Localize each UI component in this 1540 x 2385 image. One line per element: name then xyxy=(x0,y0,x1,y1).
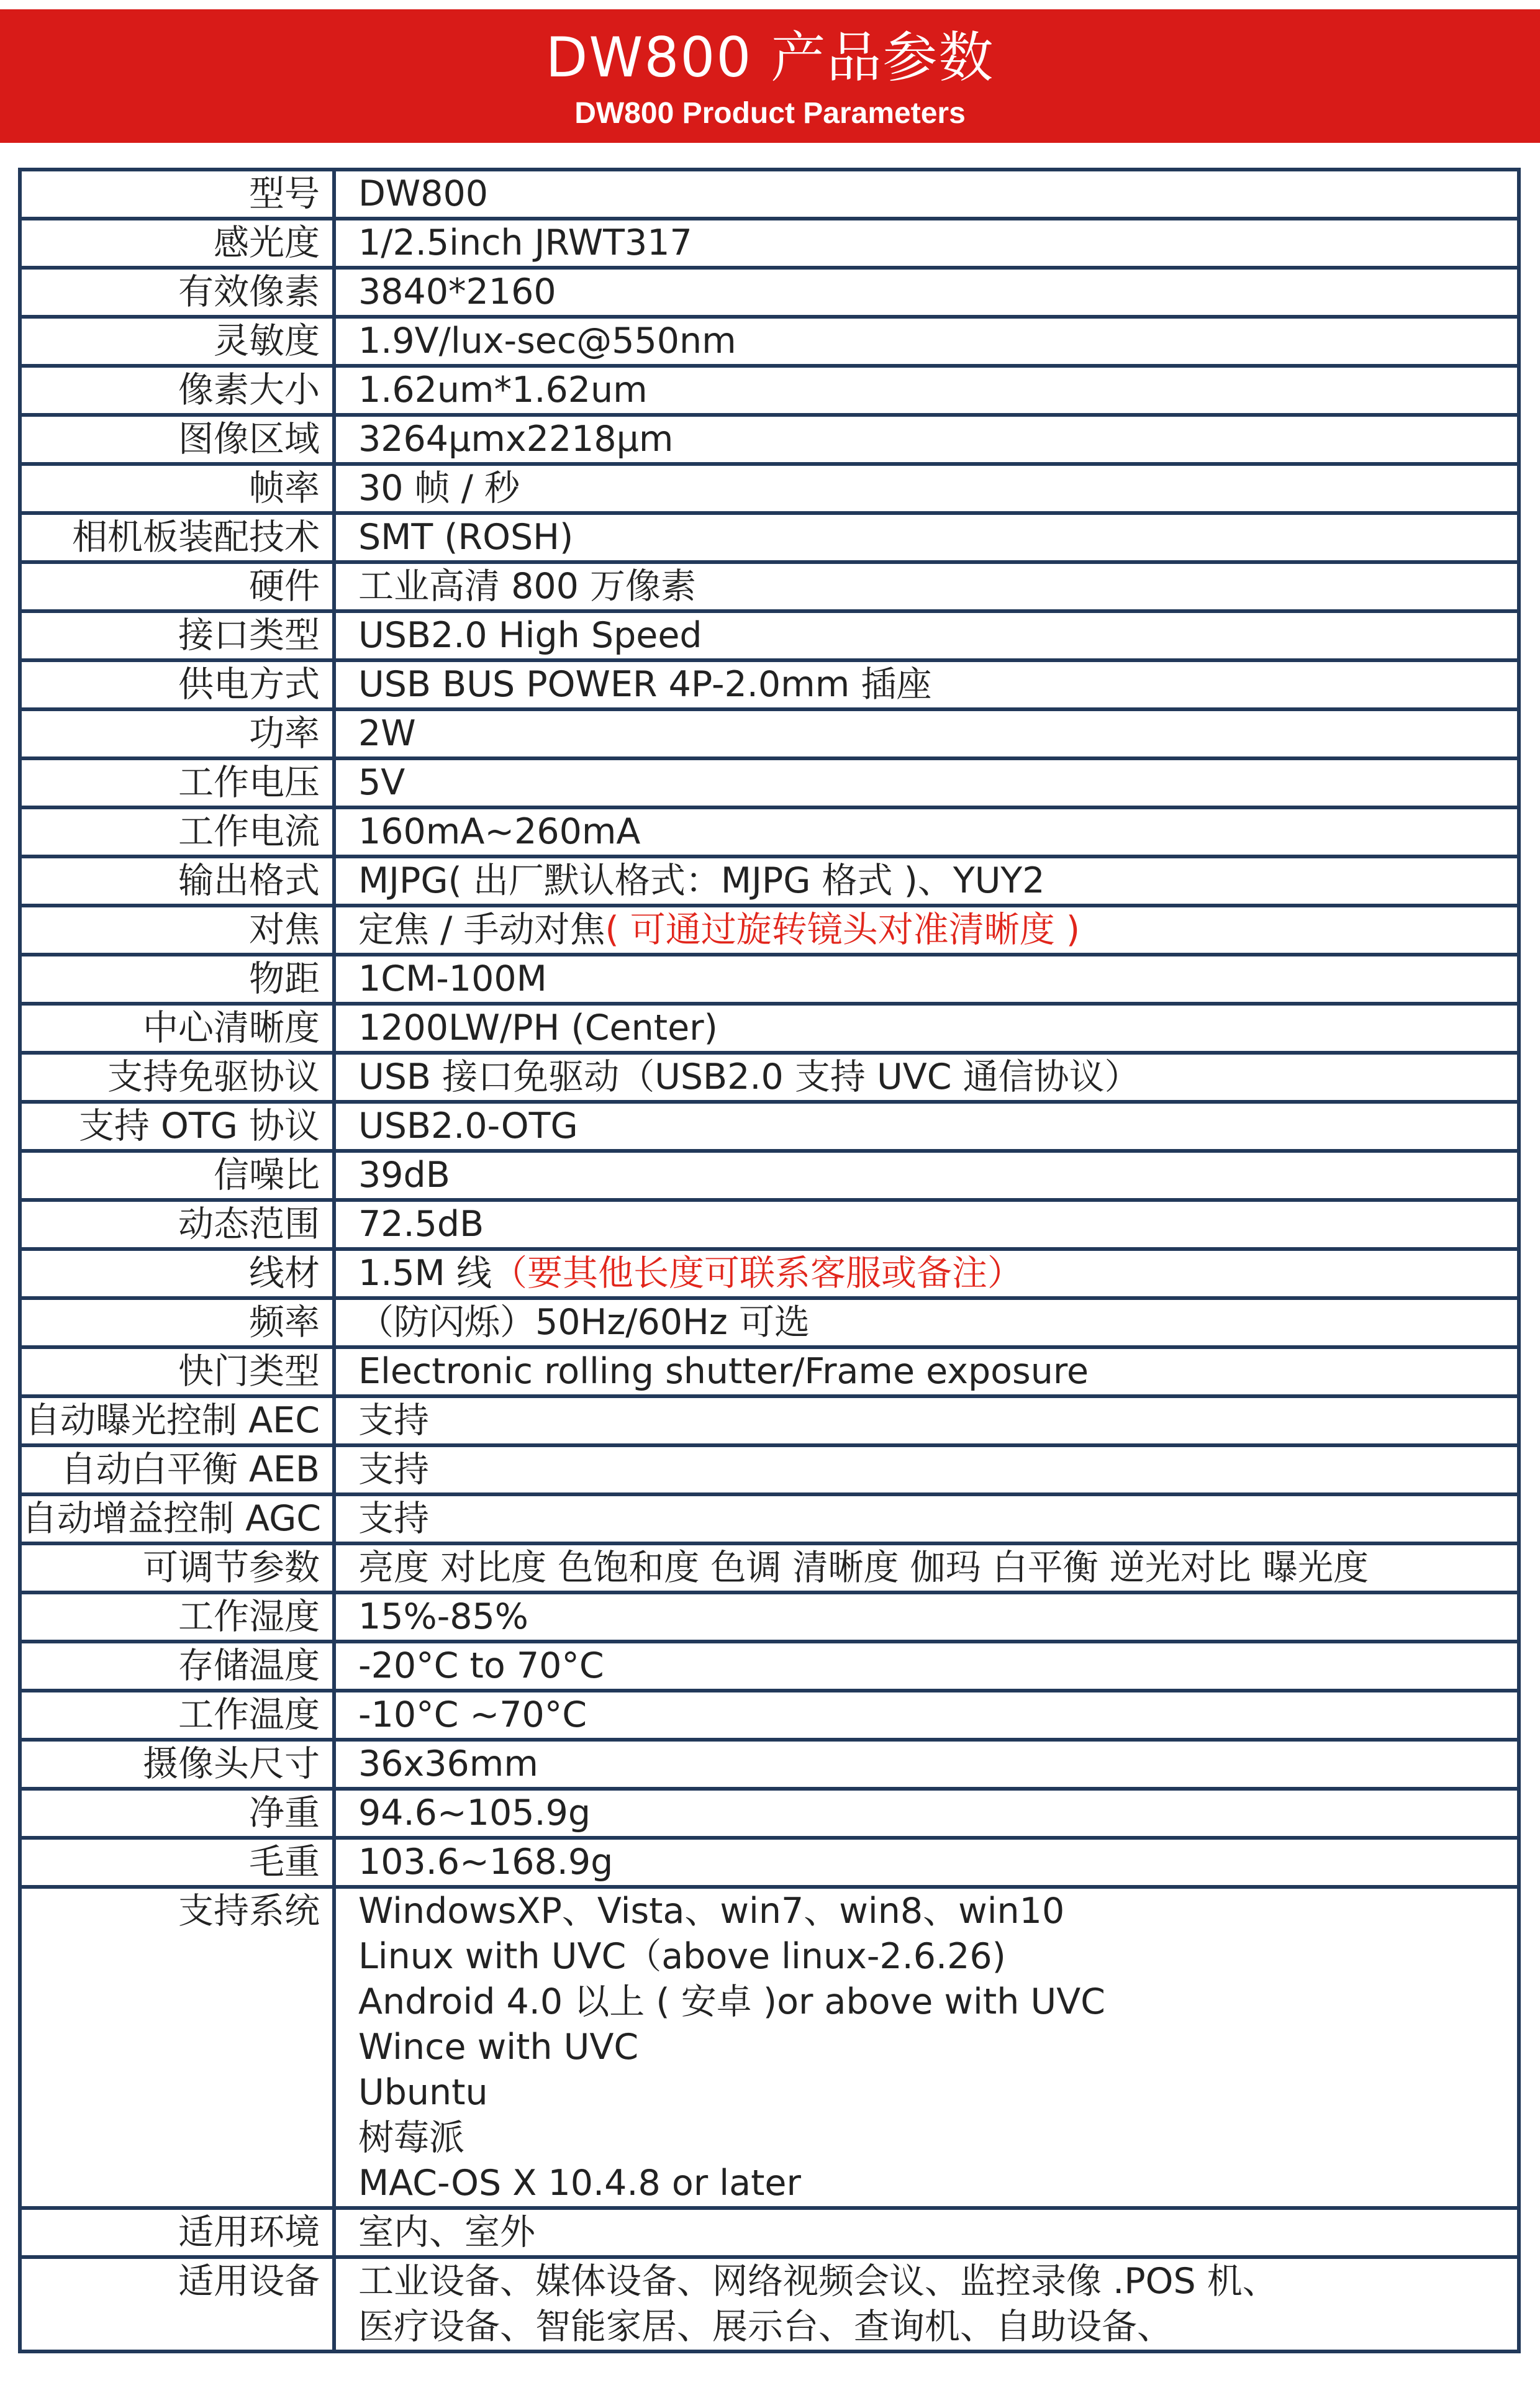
spec-value: 室内、室外 xyxy=(358,2212,535,2253)
spec-value: 39dB xyxy=(358,1155,450,1196)
page-subtitle: DW800 Product Parameters xyxy=(574,97,966,130)
spec-value-line: 医疗设备、智能家居、展示台、查询机、自助设备、 xyxy=(358,2306,1172,2347)
spec-value: 3264µmx2218µm xyxy=(358,419,674,460)
spec-value-cell xyxy=(334,660,1519,709)
spec-label: 支持免驱协议 xyxy=(20,1053,334,1102)
spec-label: 摄像头尺寸 xyxy=(20,1740,334,1789)
spec-row xyxy=(20,2208,1519,2257)
spec-label: 型号 xyxy=(20,170,334,219)
spec-table xyxy=(18,168,1521,2353)
spec-value-line: Ubuntu xyxy=(358,2072,488,2113)
spec-value-cell xyxy=(334,317,1519,366)
spec-value-cell xyxy=(334,611,1519,660)
spec-value: 5V xyxy=(358,762,405,803)
spec-value: 定焦 / 手动对焦 xyxy=(358,909,605,950)
spec-label: 接口类型 xyxy=(20,611,334,660)
spec-value: USB2.0 High Speed xyxy=(358,615,702,656)
spec-row xyxy=(20,1249,1519,1298)
spec-label: 支持系统 xyxy=(20,1887,334,2208)
spec-label: 感光度 xyxy=(20,219,334,268)
spec-label: 对焦 xyxy=(20,906,334,955)
spec-value: USB 接口免驱动（USB2.0 支持 UVC 通信协议） xyxy=(358,1056,1140,1097)
spec-note: （要其他长度可联系客服或备注） xyxy=(491,1253,1023,1294)
spec-label: 适用环境 xyxy=(20,2208,334,2257)
spec-row xyxy=(20,415,1519,464)
spec-value: 支持 xyxy=(358,1400,429,1441)
spec-value: 支持 xyxy=(358,1498,429,1539)
spec-value-line: 工业设备、媒体设备、网络视频会议、监控录像 .POS 机、 xyxy=(358,2261,1278,2302)
spec-value: 15%-85% xyxy=(358,1596,528,1637)
spec-label: 快门类型 xyxy=(20,1347,334,1396)
spec-label: 功率 xyxy=(20,709,334,758)
spec-value: 3840*2160 xyxy=(358,271,556,312)
spec-value-line: Linux with UVC（above linux-2.6.26) xyxy=(358,1936,1006,1977)
spec-value-cell xyxy=(334,1102,1519,1151)
spec-value-cell xyxy=(334,1053,1519,1102)
spec-label: 支持 OTG 协议 xyxy=(20,1102,334,1151)
spec-label: 自动增益控制 AGC xyxy=(20,1494,334,1543)
page-title: DW800 产品参数 xyxy=(545,25,995,89)
spec-label: 像素大小 xyxy=(20,366,334,415)
spec-value-cell xyxy=(334,906,1519,955)
spec-value: （防闪烁）50Hz/60Hz 可选 xyxy=(358,1302,810,1343)
spec-value-cell xyxy=(334,562,1519,611)
spec-value: -20°C to 70°C xyxy=(358,1645,604,1686)
spec-label: 灵敏度 xyxy=(20,317,334,366)
spec-value: 1CM-100M xyxy=(358,958,547,999)
spec-row xyxy=(20,1887,1519,2208)
spec-value-cell xyxy=(334,2257,1519,2351)
spec-row xyxy=(20,1053,1519,1102)
spec-value: 2W xyxy=(358,713,416,754)
spec-value: 工业高清 800 万像素 xyxy=(358,566,697,607)
spec-value-line: Android 4.0 以上 ( 安卓 )or above with UVC xyxy=(358,1981,1105,2022)
spec-value-line: Wince with UVC xyxy=(358,2027,639,2068)
spec-value-cell xyxy=(334,1543,1519,1592)
spec-value: USB2.0-OTG xyxy=(358,1106,578,1147)
spec-value-cell xyxy=(334,513,1519,562)
spec-value-cell xyxy=(334,1200,1519,1249)
spec-label: 物距 xyxy=(20,955,334,1004)
spec-value: 1.9V/lux-sec@550nm xyxy=(358,320,736,361)
spec-row xyxy=(20,955,1519,1004)
spec-value: DW800 xyxy=(358,173,489,214)
spec-value: 36x36mm xyxy=(358,1743,538,1784)
spec-row xyxy=(20,170,1519,219)
spec-value-cell xyxy=(334,1642,1519,1691)
spec-value: MJPG( 出厂默认格式：MJPG 格式 )、YUY2 xyxy=(358,860,1045,901)
spec-value-cell xyxy=(334,1592,1519,1642)
spec-value-cell xyxy=(334,1298,1519,1347)
spec-value: 103.6~168.9g xyxy=(358,1842,614,1883)
spec-value-cell xyxy=(334,1004,1519,1053)
spec-row xyxy=(20,1200,1519,1249)
spec-label: 线材 xyxy=(20,1249,334,1298)
spec-value-cell xyxy=(334,170,1519,219)
spec-value-line: 树莓派 xyxy=(358,2117,464,2158)
spec-label: 存储温度 xyxy=(20,1642,334,1691)
spec-value: 1.62um*1.62um xyxy=(358,370,648,411)
spec-label: 信噪比 xyxy=(20,1151,334,1200)
spec-label: 毛重 xyxy=(20,1838,334,1887)
spec-value: -10°C ~70°C xyxy=(358,1694,587,1735)
spec-value-cell xyxy=(334,1887,1519,2208)
spec-value-line: MAC-OS X 10.4.8 or later xyxy=(358,2163,801,2204)
spec-value: 94.6~105.9g xyxy=(358,1792,591,1833)
spec-row xyxy=(20,1642,1519,1691)
spec-value: 1.5M 线 xyxy=(358,1253,492,1294)
spec-value: 72.5dB xyxy=(358,1204,484,1245)
spec-row xyxy=(20,366,1519,415)
spec-label: 工作温度 xyxy=(20,1691,334,1740)
spec-value-cell xyxy=(334,1445,1519,1494)
spec-row xyxy=(20,219,1519,268)
spec-label: 动态范围 xyxy=(20,1200,334,1249)
spec-value-cell xyxy=(334,219,1519,268)
spec-row xyxy=(20,906,1519,955)
spec-value: SMT (ROSH) xyxy=(358,517,574,558)
spec-row xyxy=(20,1838,1519,1887)
spec-label: 图像区域 xyxy=(20,415,334,464)
spec-row xyxy=(20,1347,1519,1396)
spec-row xyxy=(20,611,1519,660)
spec-value-cell xyxy=(334,1396,1519,1445)
spec-row xyxy=(20,856,1519,906)
spec-label: 净重 xyxy=(20,1789,334,1838)
spec-value-cell xyxy=(334,2208,1519,2257)
spec-note: ( 可通过旋转镜头对准清晰度 ) xyxy=(605,909,1080,950)
spec-value-line: WindowsXP、Vista、win7、win8、win10 xyxy=(358,1891,1065,1932)
spec-label: 自动白平衡 AEB xyxy=(20,1445,334,1494)
spec-value-cell xyxy=(334,1151,1519,1200)
spec-value-cell xyxy=(334,856,1519,906)
spec-row xyxy=(20,1102,1519,1151)
spec-label: 自动曝光控制 AEC xyxy=(20,1396,334,1445)
header-banner xyxy=(0,9,1540,143)
spec-row xyxy=(20,1592,1519,1642)
spec-value: 160mA~260mA xyxy=(358,811,641,852)
spec-label: 可调节参数 xyxy=(20,1543,334,1592)
spec-value: 30 帧 / 秒 xyxy=(358,468,520,509)
spec-value: USB BUS POWER 4P-2.0mm 插座 xyxy=(358,664,932,705)
spec-label: 输出格式 xyxy=(20,856,334,906)
spec-label: 工作电流 xyxy=(20,807,334,856)
spec-value-cell xyxy=(334,415,1519,464)
spec-row xyxy=(20,1004,1519,1053)
spec-row xyxy=(20,317,1519,366)
spec-row xyxy=(20,268,1519,317)
spec-value: 1/2.5inch JRWT317 xyxy=(358,222,692,263)
spec-label: 帧率 xyxy=(20,464,334,513)
spec-value-cell xyxy=(334,1347,1519,1396)
spec-value-cell xyxy=(334,807,1519,856)
spec-value-cell xyxy=(334,758,1519,807)
spec-row xyxy=(20,562,1519,611)
spec-row xyxy=(20,1740,1519,1789)
spec-value-cell xyxy=(334,709,1519,758)
spec-row xyxy=(20,758,1519,807)
spec-value-cell xyxy=(334,464,1519,513)
spec-row xyxy=(20,1445,1519,1494)
spec-label: 中心清晰度 xyxy=(20,1004,334,1053)
spec-value-cell xyxy=(334,1249,1519,1298)
spec-row xyxy=(20,1494,1519,1543)
spec-label: 有效像素 xyxy=(20,268,334,317)
spec-value-cell xyxy=(334,1838,1519,1887)
spec-value-cell xyxy=(334,268,1519,317)
spec-row xyxy=(20,1789,1519,1838)
spec-label: 供电方式 xyxy=(20,660,334,709)
spec-value-cell xyxy=(334,1691,1519,1740)
spec-label: 适用设备 xyxy=(20,2257,334,2351)
spec-label: 工作湿度 xyxy=(20,1592,334,1642)
spec-row xyxy=(20,1543,1519,1592)
spec-label: 工作电压 xyxy=(20,758,334,807)
spec-value: 亮度 对比度 色饱和度 色调 清晰度 伽玛 白平衡 逆光对比 曝光度 xyxy=(358,1547,1369,1588)
spec-value: 支持 xyxy=(358,1449,429,1490)
spec-value-cell xyxy=(334,1789,1519,1838)
spec-row xyxy=(20,464,1519,513)
spec-value: 1200LW/PH (Center) xyxy=(358,1007,718,1048)
spec-row xyxy=(20,2257,1519,2351)
spec-label: 频率 xyxy=(20,1298,334,1347)
spec-label: 硬件 xyxy=(20,562,334,611)
spec-row xyxy=(20,1298,1519,1347)
spec-row xyxy=(20,513,1519,562)
spec-label: 相机板装配技术 xyxy=(20,513,334,562)
spec-row xyxy=(20,1151,1519,1200)
spec-value: Electronic rolling shutter/Frame exposure xyxy=(358,1351,1089,1392)
spec-row xyxy=(20,1691,1519,1740)
spec-row xyxy=(20,807,1519,856)
spec-value-cell xyxy=(334,1494,1519,1543)
spec-value-cell xyxy=(334,366,1519,415)
spec-value-cell xyxy=(334,1740,1519,1789)
spec-value-cell xyxy=(334,955,1519,1004)
spec-row xyxy=(20,1396,1519,1445)
spec-row xyxy=(20,660,1519,709)
spec-row xyxy=(20,709,1519,758)
